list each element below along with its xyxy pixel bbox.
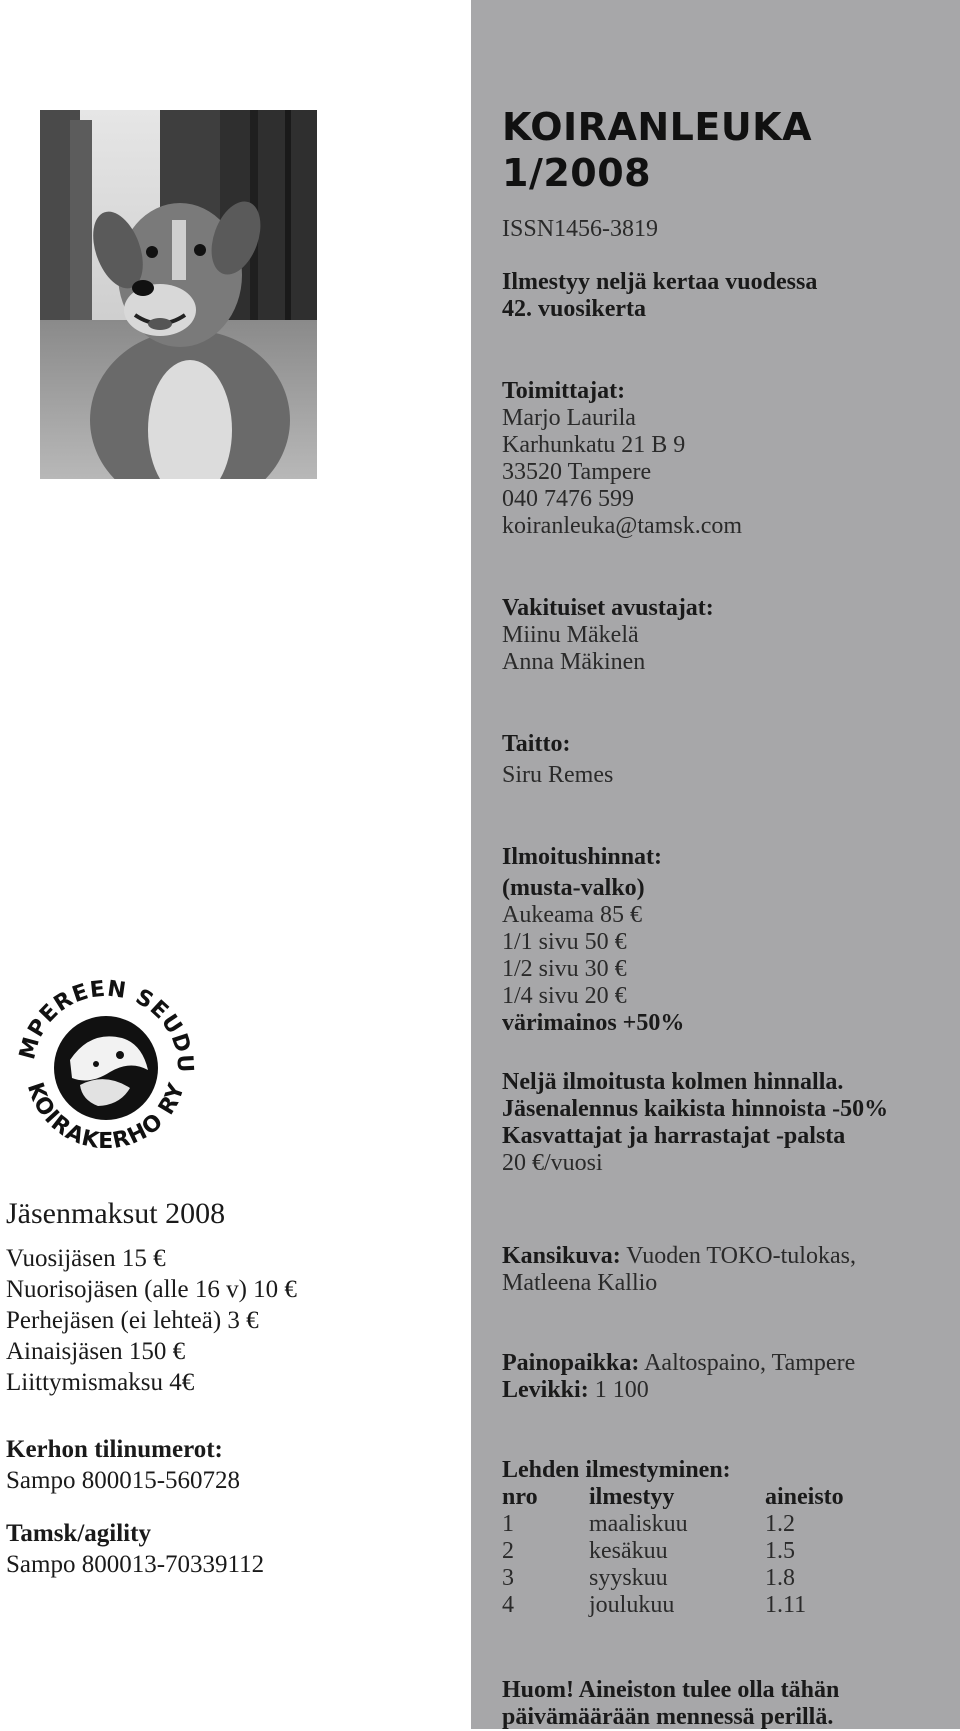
- schedule-table: [502, 1484, 960, 1619]
- schedule-cell: 1.8: [765, 1565, 795, 1591]
- ad-offer: Neljä ilmoitusta kolmen hinnalla.: [502, 1069, 844, 1095]
- schedule-cell: maaliskuu: [589, 1511, 688, 1537]
- ad-offer: Jäsenalennus kaikista hinnoista -50%: [502, 1096, 889, 1122]
- schedule-cell: 1.11: [765, 1592, 807, 1618]
- layout-name: Siru Remes: [502, 762, 614, 788]
- editors-heading: Toimittajat:: [502, 378, 626, 404]
- fee-line: Ainaisjäsen 150 €: [6, 1338, 186, 1365]
- editor-line: Karhunkatu 21 B 9: [502, 432, 686, 458]
- editor-line: Marjo Laurila: [502, 405, 636, 431]
- ad-price: Aukeama 85 €: [502, 902, 642, 928]
- cover-text: Vuoden TOKO-tulokas,: [626, 1243, 856, 1269]
- schedule-cell: 1.5: [765, 1538, 795, 1564]
- circulation-value: 1 100: [594, 1377, 649, 1403]
- fee-line: Vuosijäsen 15 €: [6, 1245, 166, 1272]
- editor-line: 040 7476 599: [502, 486, 634, 512]
- spacer: [502, 1404, 960, 1457]
- logo-top-text: MPEREEN SEUDU: [15, 976, 198, 1074]
- cover-label: Kansikuva:: [502, 1243, 621, 1269]
- spacer: [502, 1037, 960, 1069]
- masthead-info: [502, 104, 960, 1731]
- editor-line: 33520 Tampere: [502, 459, 652, 485]
- account-heading: Kerhon tilinumerot:: [6, 1436, 223, 1463]
- logo-bottom-text: KOIRAKERHO RY: [21, 1079, 191, 1155]
- membership-heading: Jäsenmaksut 2008: [6, 1197, 226, 1230]
- spacer: [502, 1297, 960, 1350]
- membership-section: [6, 1198, 466, 1580]
- circulation: [502, 1377, 960, 1404]
- volume: 42. vuosikerta: [502, 296, 646, 322]
- column-label: Kasvattajat ja harrastajat -palsta: [502, 1123, 846, 1149]
- spacer: [502, 676, 960, 731]
- spacer: [6, 1398, 466, 1434]
- schedule-cell: kesäkuu: [589, 1538, 668, 1564]
- spacer: [502, 1619, 960, 1677]
- club-logo: [10, 960, 200, 1155]
- ads-subheading: (musta-valko): [502, 875, 645, 901]
- schedule-cell: 4: [502, 1592, 514, 1618]
- spacer: [502, 323, 960, 378]
- issn: ISSN1456-3819: [502, 216, 659, 242]
- spacer: [502, 789, 960, 844]
- schedule-col-header: ilmestyy: [589, 1484, 675, 1510]
- ads-heading: Ilmoitushinnat:: [502, 844, 663, 870]
- layout-heading: Taitto:: [502, 731, 571, 757]
- editor-email: koiranleuka@tamsk.com: [502, 513, 743, 539]
- contributor-name: Miinu Mäkelä: [502, 622, 639, 648]
- magazine-title: KOIRANLEUKA 1/2008: [502, 105, 813, 195]
- spacer: [502, 243, 960, 269]
- agility-heading: Tamsk/agility: [6, 1520, 151, 1547]
- circulation-label: Levikki:: [502, 1377, 589, 1403]
- print-place-label: Painopaikka:: [502, 1350, 640, 1376]
- cover-text-2: Matleena Kallio: [502, 1270, 658, 1296]
- agility-account-number: Sampo 800013-70339112: [6, 1551, 265, 1578]
- fee-line: Liittymismaksu 4€: [6, 1369, 195, 1396]
- contributor-name: Anna Mäkinen: [502, 649, 646, 675]
- spacer: [502, 1177, 960, 1243]
- schedule-cell: 3: [502, 1565, 514, 1591]
- deadline-note: Huom! Aineiston tulee olla tähän: [502, 1677, 840, 1703]
- schedule-col-header: nro: [502, 1484, 538, 1510]
- schedule-cell: 2: [502, 1538, 514, 1564]
- schedule-cell: syyskuu: [589, 1565, 668, 1591]
- print-place-value: Aaltospaino, Tampere: [644, 1350, 856, 1376]
- column-price: 20 €/vuosi: [502, 1150, 603, 1176]
- schedule-col-header: aineisto: [765, 1484, 844, 1510]
- fee-line: Nuorisojäsen (alle 16 v) 10 €: [6, 1276, 297, 1303]
- schedule-heading: Lehden ilmestyminen:: [502, 1457, 731, 1483]
- print-place: [502, 1350, 960, 1377]
- club-logo-emblem: [10, 960, 200, 1155]
- contributors-heading: Vakituiset avustajat:: [502, 595, 714, 621]
- cover-photo: [40, 110, 317, 479]
- dog-photo-image: [40, 110, 317, 479]
- schedule-cell: 1.2: [765, 1511, 795, 1537]
- spacer: [502, 540, 960, 595]
- frequency: Ilmestyy neljä kertaa vuodessa: [502, 269, 818, 295]
- schedule-cell: joulukuu: [589, 1592, 675, 1618]
- ad-price: 1/4 sivu 20 €: [502, 983, 627, 1009]
- ad-price: 1/1 sivu 50 €: [502, 929, 627, 955]
- ad-price: 1/2 sivu 30 €: [502, 956, 627, 982]
- spacer: [6, 1496, 466, 1518]
- schedule-cell: 1: [502, 1511, 514, 1537]
- account-number: Sampo 800015-560728: [6, 1467, 241, 1494]
- fee-line: Perhejäsen (ei lehteä) 3 €: [6, 1307, 259, 1334]
- deadline-note: päivämäärään mennessä perillä.: [502, 1704, 834, 1730]
- cover-credit: [502, 1243, 960, 1270]
- color-extra: värimainos +50%: [502, 1010, 685, 1036]
